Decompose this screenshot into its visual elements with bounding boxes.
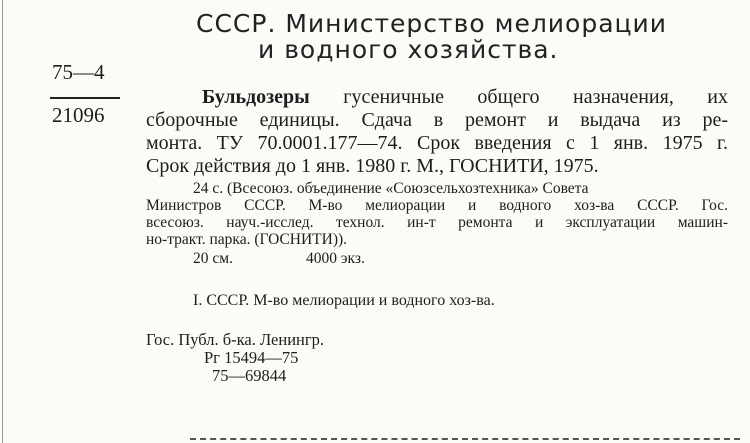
print-run: 4000 экз. [306, 250, 365, 267]
entry-line-4: Срок действия до 1 янв. 1980 г. М., ГОСНИТИ, 1975. [146, 155, 599, 177]
entry-title: Бульдозеры [202, 86, 310, 108]
notes-line-3: всесоюз. науч.-исслед. технол. ин-т ремонта и эксплуатации машин- [146, 214, 728, 231]
entry-line-3: монта. ТУ 70.0001.177—74. Срок введения с 1 янв. 1975 г. [146, 132, 728, 154]
handwritten-heading-line-2: и водного хозяйства. [258, 35, 559, 64]
physical-size: 20 см. [193, 250, 233, 267]
entry-notes [146, 180, 728, 248]
shelfmark-top: 75—4 [52, 60, 105, 84]
handwritten-heading-line-1: СССР. Министерство мелиорации [196, 9, 668, 38]
notes-line-1: 24 с. (Всесоюз. объединение «Союзсельхозтехника» Совета [193, 180, 589, 197]
notes-line-2: Министров СССР. М-во мелиорации и водного хоз-ва СССР. Гос. [146, 197, 728, 214]
card-edge [2, 0, 3, 443]
entry-line-2: сборочные единицы. Сдача в ремонт и выдача из ре- [146, 109, 728, 131]
notes-line-4: но-тракт. парка. (ГОСНИТИ)). [146, 231, 348, 248]
bottom-dashed-rule [190, 438, 740, 440]
library-line-1: Гос. Публ. б-ка. Ленингр. [146, 330, 325, 349]
entry-title-rest: гусеничные общего назначения, их [309, 86, 728, 108]
shelfmark-bottom: 21096 [52, 103, 105, 127]
library-line-2: Рг 15494—75 [204, 348, 299, 367]
subject-heading: I. СССР. М-во мелиорации и водного хоз-ва. [193, 292, 495, 309]
library-line-3: 75—69844 [212, 366, 287, 385]
entry-line-1 [146, 86, 728, 109]
entry-main-text [146, 86, 728, 178]
shelfmark-divider [50, 97, 120, 99]
